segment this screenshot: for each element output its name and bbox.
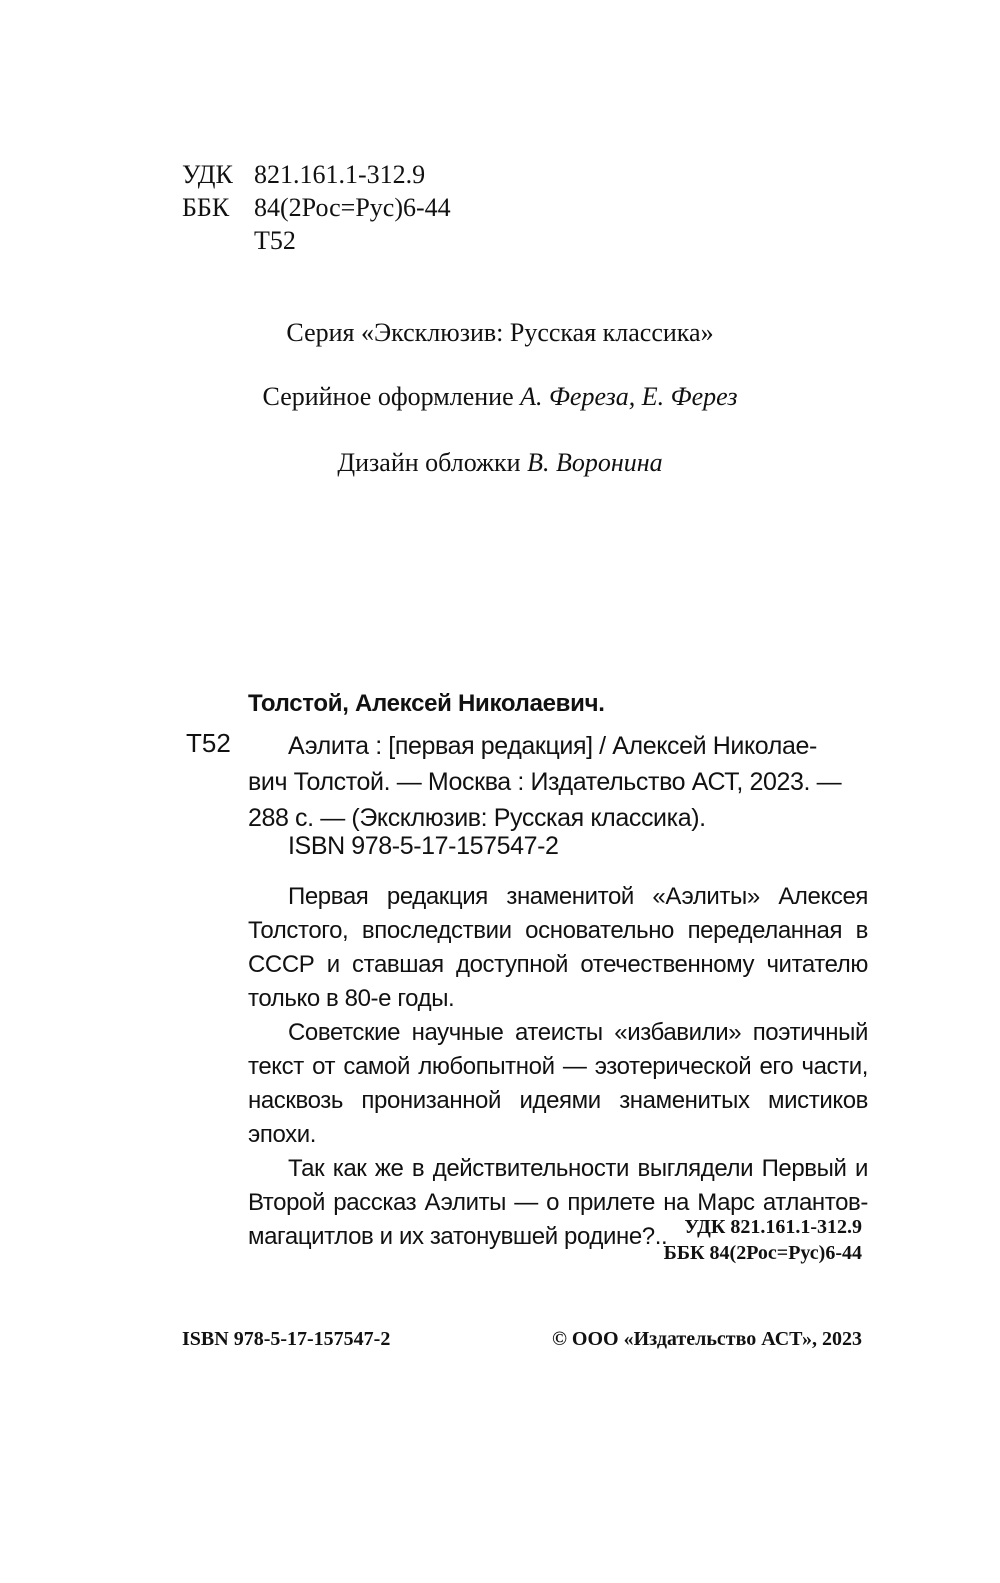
footer-udk: УДК 821.161.1-312.9 (684, 1216, 862, 1238)
author-mark-top: Т52 (254, 226, 296, 255)
footer-isbn: ISBN 978-5-17-157547-2 (182, 1328, 391, 1350)
udk-label: УДК (182, 160, 233, 189)
series-design-prefix: Серийное оформление (262, 382, 521, 411)
record-description (248, 728, 841, 836)
record-line-1: Аэлита : [первая редакция] / Алексей Николае- (288, 732, 817, 760)
cover-design-name: В. Воронина (527, 448, 663, 477)
record-line-3: 288 с. — (Эксклюзив: Русская классика). (248, 804, 706, 832)
footer-copyright: © ООО «Издательство АСТ», 2023 (551, 1328, 862, 1350)
cover-design-prefix: Дизайн обложки (337, 448, 528, 477)
annotation (248, 880, 868, 1254)
bbk-label: ББК (182, 193, 230, 222)
record-author-mark: Т52 (186, 728, 231, 758)
series-design-names: А. Фереза, Е. Ферез (520, 382, 738, 411)
record-isbn: ISBN 978-5-17-157547-2 (288, 832, 559, 860)
annotation-paragraph-2: Советские научные атеисты «избавили» поэтичный текст от самой любопытной — эзотерической его части, насквозь пронизанной идеями знаменитых мистиков эпохи. (248, 1019, 868, 1148)
series-line: Серия «Эксклюзив: Русская классика» (286, 318, 714, 347)
record-line-2: вич Толстой. — Москва : Издательство АСТ, 2023. — (248, 768, 842, 796)
series-design-line (0, 382, 1000, 412)
udk-value: 821.161.1-312.9 (254, 160, 426, 189)
bbk-value: 84(2Рос=Рус)6-44 (254, 193, 451, 222)
annotation-paragraph-3: Так как же в действительности выглядели Первый и Второй рассказ Аэлиты — о прилете на Марс атлантов-магацитлов и их затонувшей родине?.. (248, 1155, 868, 1250)
footer-bbk: ББК 84(2Рос=Рус)6-44 (663, 1242, 862, 1264)
cover-design-line (0, 448, 1000, 478)
bbk-line (182, 191, 451, 224)
record-author: Толстой, Алексей Николаевич. (248, 690, 605, 717)
udk-line (182, 158, 425, 191)
annotation-paragraph-1: Первая редакция знаменитой «Аэлиты» Алексея Толстого, впоследствии основательно переделанная в СССР и ставшая доступной отечественному читателю только в 80-е годы. (248, 883, 868, 1012)
